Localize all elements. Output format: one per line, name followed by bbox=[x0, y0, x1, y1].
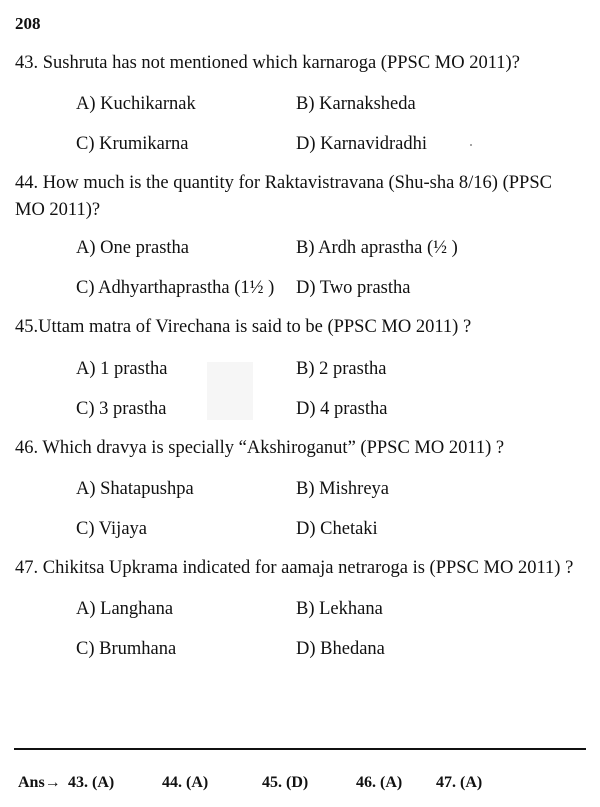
answer-key bbox=[0, 774, 600, 798]
question-43-option-a: A) Kuchikarnak bbox=[76, 94, 196, 114]
question-47-option-d: D) Bhedana bbox=[296, 639, 385, 659]
answer-divider bbox=[14, 748, 586, 750]
answer-45: 45. (D) bbox=[262, 774, 309, 791]
question-46-option-a: A) Shatapushpa bbox=[76, 479, 194, 499]
question-44-option-a: A) One prastha bbox=[76, 238, 190, 258]
question-46-option-d: D) Chetaki bbox=[296, 519, 378, 539]
answer-key-label: Ans→ bbox=[18, 774, 61, 791]
question-43-option-c: C) Krumikarna bbox=[76, 134, 189, 154]
page-number: 208 bbox=[15, 14, 41, 33]
question-44-text: 44. How much is the quantity for Raktavistravana (Shu-sha 8/16) (PPSC MO 2011)? bbox=[15, 173, 552, 220]
stray-dot bbox=[470, 144, 472, 146]
question-43-option-b: B) Karnaksheda bbox=[296, 94, 416, 114]
answer-43: 43. (A) bbox=[68, 774, 115, 791]
question-46-option-b: B) Mishreya bbox=[296, 479, 389, 499]
question-47-text: 47. Chikitsa Upkrama indicated for aamaja netraroga is (PPSC MO 2011) ? bbox=[15, 558, 574, 578]
question-46-option-c: C) Vijaya bbox=[76, 519, 147, 539]
question-43-text: 43. Sushruta has not mentioned which karnaroga (PPSC MO 2011)? bbox=[15, 53, 520, 73]
answer-47: 47. (A) bbox=[436, 774, 483, 791]
answer-44: 44. (A) bbox=[162, 774, 209, 791]
question-45-option-c: C) 3 prastha bbox=[76, 399, 167, 419]
question-47-option-a: A) Langhana bbox=[76, 599, 174, 619]
question-45-option-b: B) 2 prastha bbox=[296, 359, 387, 379]
question-45-option-a: A) 1 prastha bbox=[76, 359, 168, 379]
question-47-option-c: C) Brumhana bbox=[76, 639, 177, 659]
question-44-option-b: B) Ardh aprastha (½ ) bbox=[296, 238, 458, 258]
question-45-option-d: D) 4 prastha bbox=[296, 399, 388, 419]
question-47-option-b: B) Lekhana bbox=[296, 599, 383, 619]
faint-scan-mark bbox=[207, 362, 253, 420]
question-45-text: 45.Uttam matra of Virechana is said to be (PPSC MO 2011) ? bbox=[15, 317, 472, 337]
answer-46: 46. (A) bbox=[356, 774, 403, 791]
question-44-option-d: D) Two prastha bbox=[296, 278, 411, 298]
question-44-option-c: C) Adhyarthaprastha (1½ ) bbox=[76, 278, 275, 298]
question-43-option-d: D) Karnavidradhi bbox=[296, 134, 427, 154]
question-46-text: 46. Which dravya is specially “Akshiroganut” (PPSC MO 2011) ? bbox=[15, 438, 505, 458]
